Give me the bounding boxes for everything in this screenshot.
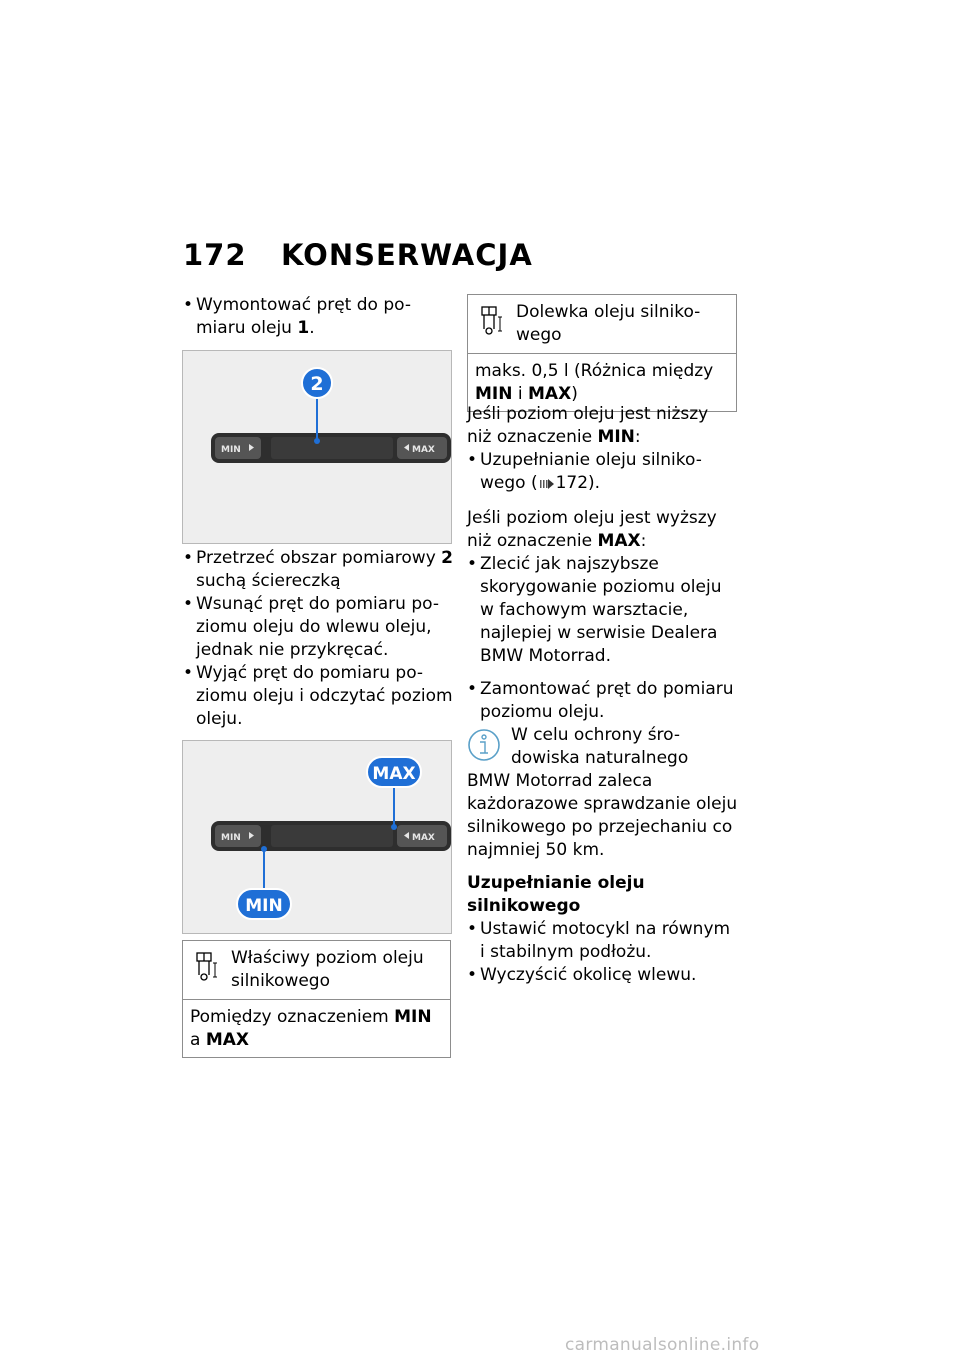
dipstick-figure-1: [182, 350, 452, 544]
spec-box-body: maks. 0,5 l (Różnica między MIN i MAX): [475, 361, 714, 404]
environment-note: W celu ochrony śro- dowiska naturalnego BMW Motorrad zaleca każdorazowe sprawdzanie oleju silnikowego po przejechaniu co najmniej 50 km.: [467, 725, 738, 860]
watermark: carmanualsonline.info: [565, 1335, 760, 1355]
condition-above-max: Jeśli poziom oleju jest wyższy niż oznaczenie MAX:: [467, 508, 717, 551]
step-topup-oil: • Uzupełnianie oleju silniko- wego ( 172).: [467, 449, 742, 497]
dipstick-min-label: MIN: [221, 833, 241, 843]
dipstick-figure-2: [182, 740, 452, 934]
page-reference-link[interactable]: 172: [555, 473, 589, 493]
dipstick-measure-area: [271, 825, 393, 847]
dipstick-max-label: MAX: [412, 445, 435, 455]
step-install-dipstick: • Zamontować pręt do pomiaru poziomu oleju.: [467, 678, 742, 724]
right-column-body: [467, 403, 742, 987]
callout-max-text: MAX: [372, 764, 416, 784]
step-read-level: • Wyjąć pręt do pomiaru po- ziomu oleju i odczytać poziom oleju.: [183, 662, 453, 731]
oil-dipstick-icon: [195, 951, 219, 988]
section-title: KONSERWACJA: [281, 238, 533, 272]
condition-below-min: Jeśli poziom oleju jest niższy niż oznaczenie MIN:: [467, 404, 709, 447]
spec-box-header: Właściwy poziom oleju silnikowego: [183, 941, 450, 1000]
spec-box-correct-level: [182, 940, 451, 1058]
page-header: [183, 238, 533, 272]
dipstick-max-label: MAX: [412, 833, 435, 843]
page-number: 172: [183, 238, 247, 272]
spec-box-body: Pomiędzy oznaczeniem MIN a MAX: [190, 1007, 432, 1050]
left-column-middle: [183, 547, 453, 731]
step-wipe-area: • Przetrzeć obszar pomiarowy 2 suchą ściereczką: [183, 547, 453, 593]
step-clean-filler: • Wyczyścić okolicę wlewu.: [467, 964, 742, 987]
callout-2-text: 2: [310, 373, 324, 395]
step-insert-dipstick: • Wsunąć pręt do pomiaru po- ziomu oleju do wlewu oleju, jednak nie przykręcać.: [183, 593, 453, 662]
step-remove-dipstick: • Wymontować pręt do po- miaru oleju 1.: [183, 294, 453, 340]
spec-box-topup: [467, 294, 737, 412]
callout-min-dot: [261, 846, 267, 852]
callout-2-dot: [314, 438, 320, 444]
dipstick-min-label: MIN: [221, 445, 241, 455]
dipstick-measure-area: [271, 437, 393, 459]
page-reference-icon[interactable]: [540, 474, 554, 497]
spec-box-header: Dolewka oleju silniko- wego: [468, 295, 736, 354]
callout-min-text: MIN: [245, 896, 283, 916]
oil-dipstick-icon: [480, 305, 504, 342]
step-contact-dealer: • Zlecić jak najszybsze skorygowanie poziomu oleju w fachowym warsztacie, najlepiej w serwisie Dealera BMW Motorrad.: [467, 553, 742, 668]
info-icon: [467, 726, 501, 771]
step-level-motorcycle: • Ustawić motocykl na równym i stabilnym podłożu.: [467, 918, 742, 964]
left-column-top: [183, 294, 453, 340]
callout-max-dot: [391, 824, 397, 830]
section-heading-topup: Uzupełnianie oleju silnikowego: [467, 873, 645, 916]
